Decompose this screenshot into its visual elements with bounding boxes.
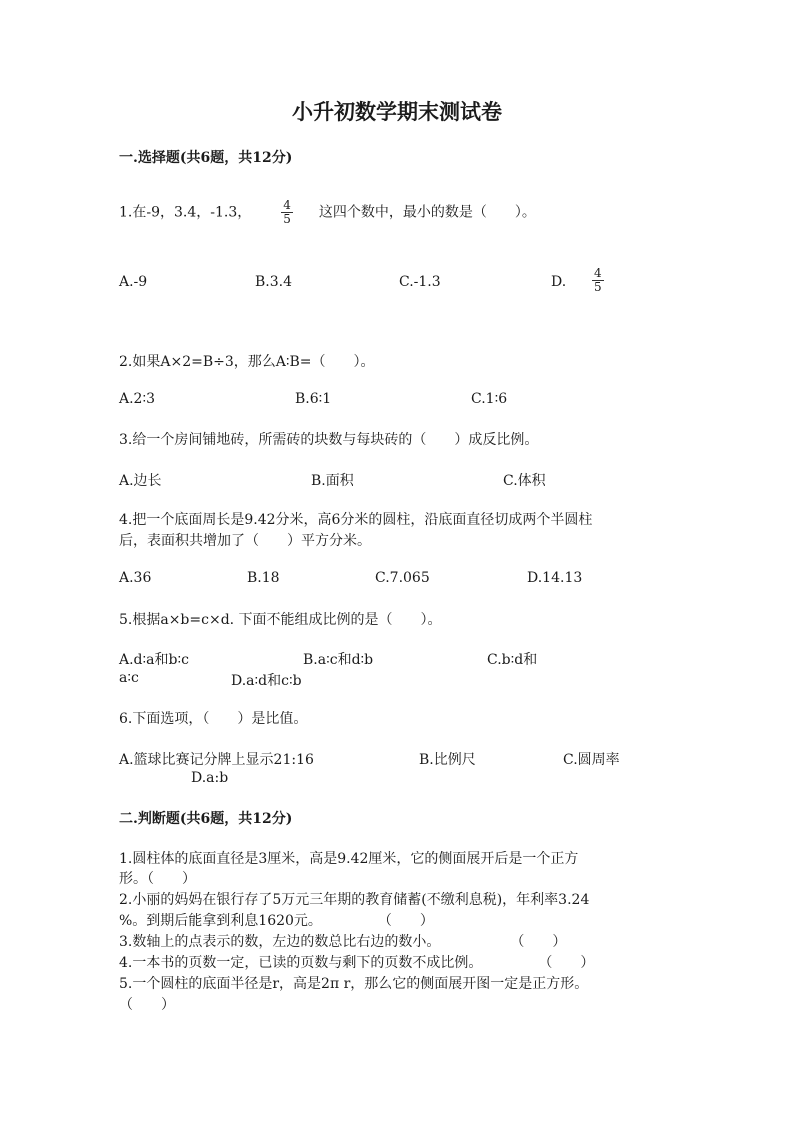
q4-option-c: C.7.065 <box>375 570 430 586</box>
question-6: 6.下面选项，（ ）是比值。 <box>119 711 308 727</box>
fraction-four-fifths: $\frac{4}{5}$ <box>283 198 291 226</box>
q1-option-a: A.-9 <box>119 274 148 290</box>
q5-option-c-continued: a∶c <box>119 670 139 686</box>
q5-option-a: A.d∶a和b∶c <box>119 652 189 668</box>
q1-option-b: B.3.4 <box>255 274 293 290</box>
q6-option-c: C.圆周率 <box>563 752 620 768</box>
judgement-3: 3.数轴上的点表示的数，左边的数总比右边的数小。 （ ） <box>119 934 567 950</box>
judgement-2-line-1: 2.小丽的妈妈在银行存了5万元三年期的教育储蓄(不缴利息税)，年利率3.24 <box>119 892 590 908</box>
judgement-1-line-2: 形。（ ） <box>119 871 196 887</box>
q3-option-c: C.体积 <box>503 473 546 489</box>
q1-option-d-fraction: $\frac{4}{5}$ <box>594 266 602 294</box>
q5-option-d: D.a∶d和c∶b <box>231 673 302 689</box>
q4-option-a: A.36 <box>119 570 152 586</box>
judgement-4: 4.一本书的页数一定，已读的页数与剩下的页数不成比例。 （ ） <box>119 955 595 971</box>
question-1 <box>119 199 536 226</box>
q4-option-d: D.14.13 <box>527 570 583 586</box>
q4-option-b: B.18 <box>247 570 280 586</box>
page-title: 小升初数学期末测试卷 <box>292 99 502 124</box>
q6-option-d: D.a:b <box>191 770 229 786</box>
question-3: 3.给一个房间铺地砖，所需砖的块数与每块砖的（ ）成反比例。 <box>119 432 539 448</box>
q2-option-c: C.1∶6 <box>471 391 508 407</box>
q6-option-b: B.比例尺 <box>419 752 476 768</box>
q3-option-b: B.面积 <box>311 473 354 489</box>
q5-option-c: C.b∶d和 <box>487 652 538 668</box>
q2-option-a: A.2∶3 <box>119 391 156 407</box>
q3-option-a: A.边长 <box>119 473 162 489</box>
section-heading-choice: 一.选择题(共6题，共12分) <box>119 150 293 166</box>
judgement-2-line-2: %。到期后能拿到利息1620元。 （ ） <box>119 913 434 929</box>
q1-option-d: D. <box>551 274 567 290</box>
q1-option-c: C.-1.3 <box>399 274 441 290</box>
question-4-line-2: 后，表面积共增加了（ ）平方分米。 <box>119 533 371 549</box>
section-heading-judgement: 二.判断题(共6题，共12分) <box>119 811 293 827</box>
judgement-5-line-2: （ ） <box>119 997 175 1013</box>
question-4-line-1: 4.把一个底面周长是9.42分米，高6分米的圆柱，沿底面直径切成两个半圆柱 <box>119 512 593 528</box>
judgement-1-line-1: 1.圆柱体的底面直径是3厘米，高是9.42厘米，它的侧面展开后是一个正方 <box>119 851 579 867</box>
question-2: 2.如果A×2=B÷3，那么A∶B=（ ）。 <box>119 354 375 370</box>
q5-option-b: B.a∶c和d∶b <box>303 652 374 668</box>
q2-option-b: B.6∶1 <box>295 391 332 407</box>
question-1-prefix: 1.在-9，3.4，-1.3， <box>119 204 252 221</box>
q6-option-a: A.篮球比赛记分牌上显示21:16 <box>119 752 314 768</box>
question-5: 5.根据a×b=c×d. 下面不能组成比例的是（ ）。 <box>119 612 442 628</box>
judgement-5-line-1: 5.一个圆柱的底面半径是r，高是2π r，那么它的侧面展开图一定是正方形。 <box>119 976 589 992</box>
question-1-suffix: 这四个数中，最小的数是（ ）。 <box>318 204 536 221</box>
